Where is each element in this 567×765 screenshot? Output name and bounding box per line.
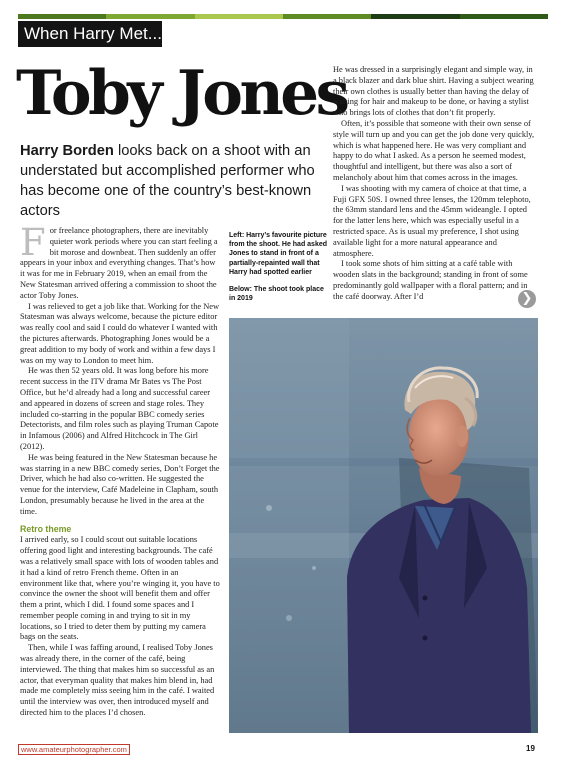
section-subhead: Retro theme [20, 523, 72, 534]
body-paragraph: For freelance photographers, there are inevitably quieter work periods where you can start feeling a bit morose and downbeat. Then suddenly an offer appears in your inbox and everything changes. That’s how it was for me in February 2019, when an email from the New Statesman arrived offering a commission to shoot the actor Toby Jones. [20, 221, 218, 300]
body-paragraph: I was relieved to get a job like that. Working for the New Statesman was always welcome, because the picture editor was really cool and said I could do whatever I wanted with the pictures afterwards. Photographing Jones would be a great addition to my body of work and within a few days I was on my way to London to meet him. [20, 301, 220, 365]
body-paragraph: Often, it’s possible that someone with their own sense of style will turn up and you can get the job done very quickly, which is what happened here. He was very compliant and happy to do what I asked. As a person he seemed modest, thoughtful and intelligent, but there was also a sort of melancholy about him that comes across in the images. [333, 118, 535, 182]
color-bar-segment [106, 14, 194, 19]
color-bar-segment [18, 14, 106, 19]
body-paragraph: Then, while I was faffing around, I realised Toby Jones was already there, in the corner of the café, being interviewed. The thing that makes him so successful as an actor, that everyman quality that makes him blend in, had made me completely miss seeing him in the café. I waited until the interview was over, then introduced myself and directed him to the places I’d chosen. [20, 643, 215, 718]
article-headline: Toby Jones [16, 58, 347, 129]
next-arrow-icon[interactable]: ❯ [518, 290, 536, 308]
body-paragraph: He was then 52 years old. It was long before his more recent success in the ITV drama Mr Bates vs The Post Office, but he’d already had a long and successful career and appeared in dozens of screen and stage roles. They included co-starring in the popular BBC comedy series Detectorists, and film roles such as playing Truman Capote in Infamous (2006) and Alfred Hitchcock in The Girl (2012). [20, 366, 219, 451]
portrait-illustration [229, 318, 538, 733]
color-bar-segment [283, 14, 371, 19]
color-bar-segment [371, 14, 459, 19]
portrait-photo [229, 318, 538, 733]
drop-cap: F [20, 221, 46, 264]
caption-left: Left: Harry’s favourite picture from the shoot. He had asked Jones to stand in front of a partially-repainted wall that Harry had spotted earlier [229, 232, 328, 276]
body-column-right [333, 65, 537, 303]
body-paragraph: He was dressed in a surprisingly elegant and simple way, in a black blazer and dark blue shirt. Having a subject wearing their own clothes is usually better than having the delay of waiting for hair and makeup to be done, or having a stylist who brings lots of clothes that don’t fit properly. [333, 65, 534, 118]
color-bar-segment [460, 14, 548, 19]
standfirst [20, 141, 320, 221]
author-name: Harry Borden [20, 143, 114, 159]
standfirst-text: looks back on a shoot with an understated but accomplished performer who has become one of the country’s best-known actors [20, 143, 315, 219]
photo-caption [229, 231, 329, 311]
page-number: 19 [526, 744, 535, 753]
body-paragraph: I arrived early, so I could scout out suitable locations offering good light and interesting backgrounds. The café was a relatively small space with lots of wooden tables and it had a kind of retro French theme. Often in an environment like that, where you’re winging it, you have to convince the owner the shoot will benefit them and offer them a print, which I did. I found some spaces and I remember people coming in and trying to sit in my locations, so I tried to deter them by putting my camera bags on the seats. [20, 535, 220, 642]
section-color-bar [18, 14, 548, 19]
color-bar-segment [195, 14, 283, 19]
body-paragraph: He was being featured in the New Statesman because he was starring in a new BBC comedy series, Don’t Forget the Driver, which he had also co-written. He suggested the venue for the interview, Café Madeleine in Clapham, south London, presumably because he lived in the area at the time. [20, 452, 220, 516]
body-paragraph: I was shooting with my camera of choice at that time, a Fuji GFX 50S. I owned three lenses, the 120mm telephoto, the 63mm standard lens and the 45mm wideangle. I opted for the latter lens here, which was especially useful in a restricted space. As is usual my preference, I shot using available light for a more natural appearance and atmosphere. [333, 183, 531, 258]
section-kicker: When Harry Met... [18, 21, 162, 47]
caption-below: Below: The shoot took place in 2019 [229, 286, 324, 303]
body-column-left [20, 221, 221, 719]
footer-website-link[interactable]: www.amateurphotographer.com [18, 744, 130, 755]
body-paragraph: I took some shots of him sitting at a café table with wooden slats in the background; standing in front of some predominantly gold wallpaper with a floral pattern; and in the café doorway. After I’d [333, 259, 528, 301]
